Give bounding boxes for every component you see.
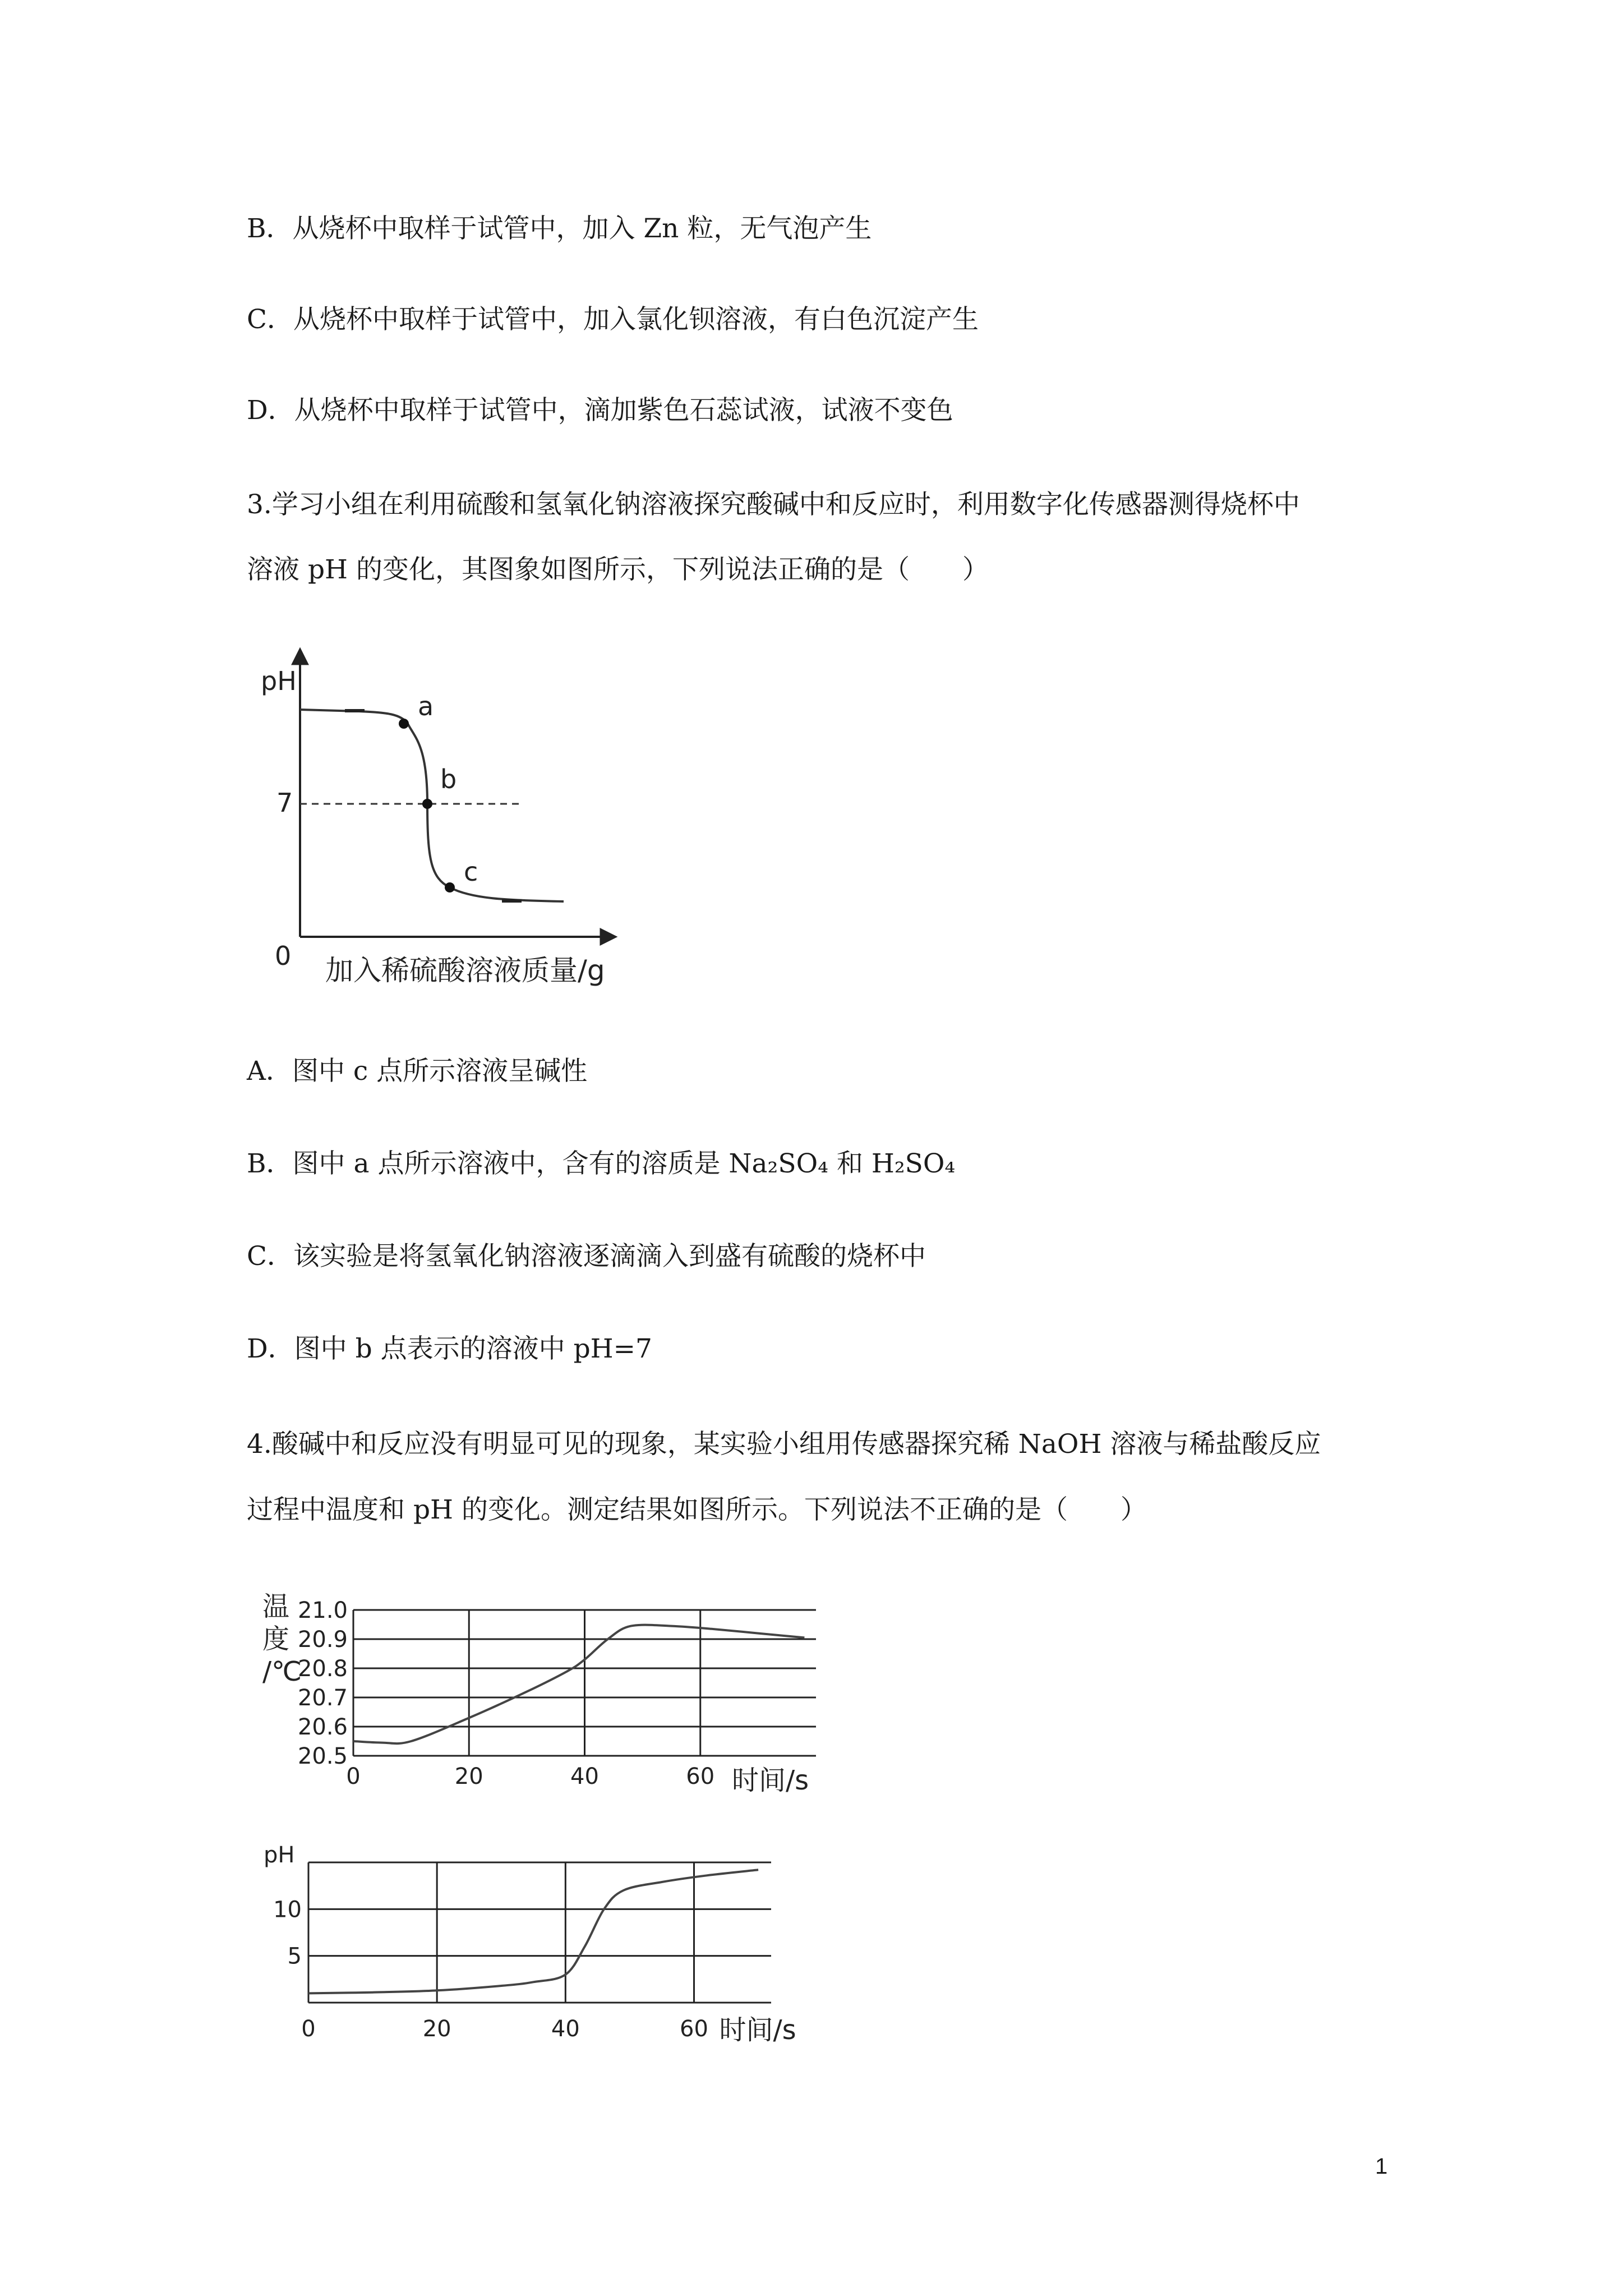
ph-x-tick-label: 60 [680,2016,708,2042]
q3-stem-line2: 溶液 pH 的变化，其图象如图所示，下列说法正确的是（ ） [247,554,989,585]
temp-x-tick-label: 40 [570,1764,599,1789]
ph-series-line [308,1870,758,1993]
ph-x-tick-label: 20 [422,2016,451,2042]
temp-y-tick-label: 20.9 [297,1627,348,1653]
q4-temperature-chart [247,1588,852,1812]
q3-option-c: C．该实验是将氢氧化钠溶液逐滴滴入到盛有硫酸的烧杯中 [247,1241,926,1272]
q4-stem-line2: 过程中温度和 pH 的变化。测定结果如图所示。下列说法不正确的是（ ） [247,1494,1147,1525]
temp-x-tick-label: 20 [454,1764,483,1789]
q3-option-d: D．图中 b 点表示的溶液中 pH=7 [247,1333,652,1364]
temp-x-tick-label: 60 [686,1764,715,1789]
q3-option-b-formula-na2so4: Na₂SO₄ [728,1148,828,1179]
q3-label-b: b [440,764,457,794]
ph-x-tick-label: 40 [551,2016,580,2042]
q3-stem-line1: 3.学习小组在利用硫酸和氢氧化钠溶液探究酸碱中和反应时，利用数字化传感器测得烧杯中 [247,489,1300,520]
temp-y-label: 温 [262,1591,290,1622]
q3-y-label: pH [261,666,297,696]
q3-x-label: 加入稀硫酸溶液质量/g [325,954,605,987]
temp-y-label: /℃ [262,1656,302,1687]
q3-origin-label: 0 [275,941,292,971]
q4-ph-chart [247,1840,852,2053]
temp-x-tick-label: 0 [346,1764,361,1789]
q3-option-b-join: 和 [828,1148,872,1179]
temp-y-tick-label: 20.6 [297,1714,348,1740]
page-number: 1 [1375,2154,1388,2179]
q2-option-d: D．从烧杯中取样于试管中，滴加紫色石蕊试液，试液不变色 [247,395,953,426]
ph-y-tick-label: 10 [273,1897,302,1923]
temp-y-tick-label: 20.8 [297,1656,348,1682]
temp-y-tick-label: 20.7 [297,1685,348,1711]
q3-point-c [445,882,455,892]
q3-point-b [422,799,432,809]
q3-y-mark-7: 7 [276,788,293,818]
q3-option-b-formula-h2so4: H₂SO₄ [871,1148,956,1179]
q3-label-a: a [418,691,434,721]
temp-y-tick-label: 20.5 [297,1743,348,1769]
temp-y-tick-label: 21.0 [297,1598,348,1623]
q4-stem-line1: 4.酸碱中和反应没有明显可见的现象，某实验小组用传感器探究稀 NaOH 溶液与稀盐酸反应 [247,1429,1321,1460]
q2-option-c: C．从烧杯中取样于试管中，加入氯化钡溶液，有白色沉淀产生 [247,304,979,335]
q3-ph-curve-figure [247,639,628,999]
temp-series-line [353,1625,804,1743]
ph-y-tick-label: 5 [287,1943,302,1970]
q3-option-a: A．图中 c 点所示溶液呈碱性 [247,1056,588,1087]
ph-y-label: pH [264,1842,295,1868]
q3-point-a [399,719,409,729]
ph-x-label: 时间/s [719,2014,796,2046]
ph-x-tick-label: 0 [301,2016,316,2042]
q2-option-b: B．从烧杯中取样于试管中，加入 Zn 粒，无气泡产生 [247,213,872,244]
q3-label-c: c [464,857,478,887]
temp-y-label: 度 [262,1623,290,1655]
q3-option-b [247,1147,955,1181]
temp-x-label: 时间/s [732,1765,809,1796]
q3-option-b-text: B．图中 a 点所示溶液中，含有的溶质是 [247,1148,729,1179]
